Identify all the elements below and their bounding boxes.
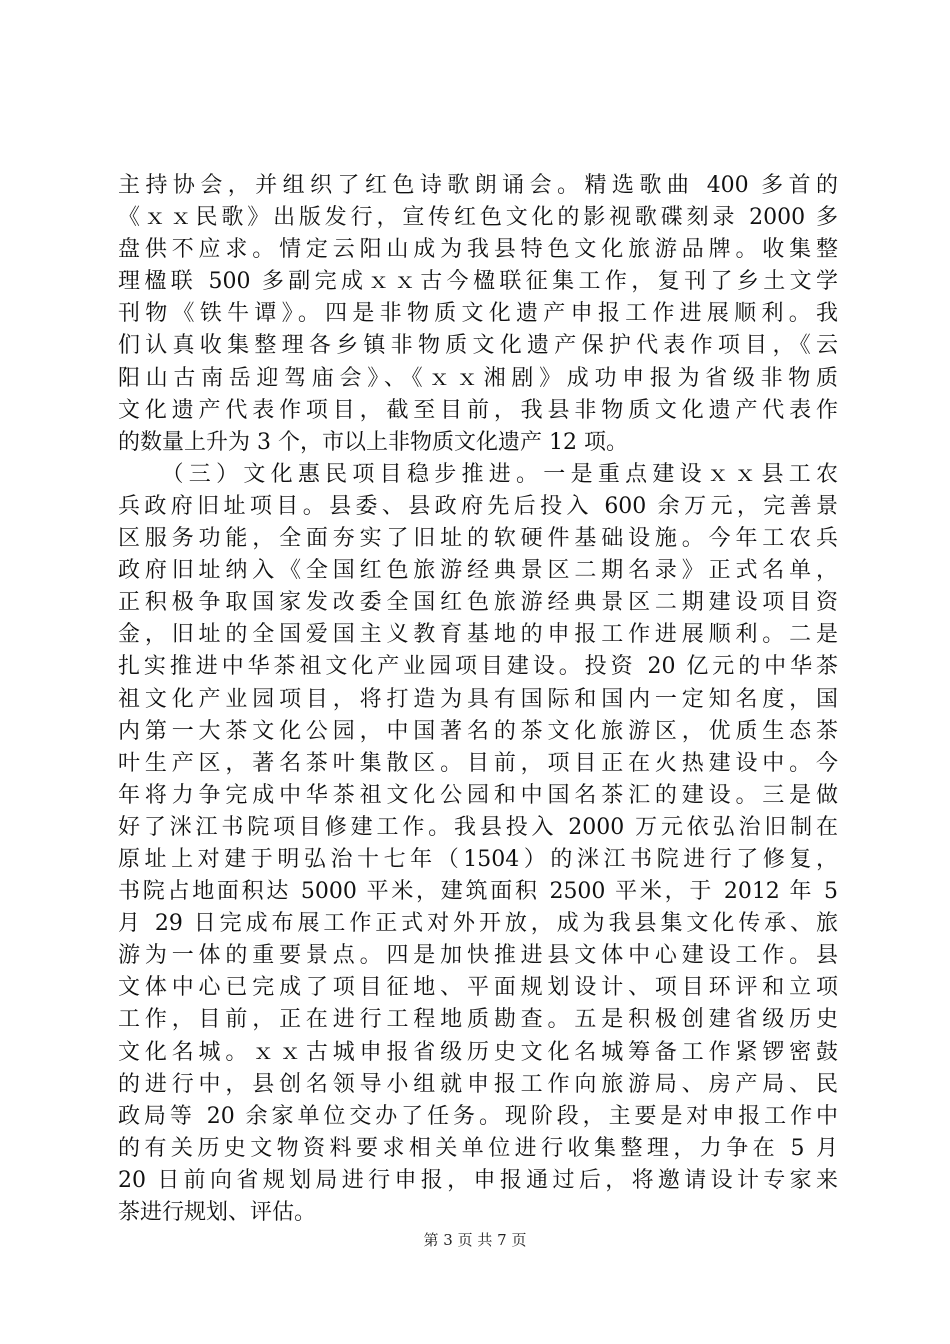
text-line: 理楹联 500 多副完成ｘｘ古今楹联征集工作，复刊了乡土文学 xyxy=(118,269,838,295)
text-line: 盘供不应求。情定云阳山成为我县特色文化旅游品牌。收集整 xyxy=(118,237,838,263)
text-line: 祖文化产业园项目，将打造为具有国际和国内一定知名度，国 xyxy=(118,686,838,712)
text-line: 年将力争完成中华茶祖文化公园和中国名茶汇的建设。三是做 xyxy=(118,782,838,808)
text-line: 叶生产区，著名茶叶集散区。目前，项目正在火热建设中。今 xyxy=(118,750,838,776)
text-line: 文体中心已完成了项目征地、平面规划设计、项目环评和立项 xyxy=(118,975,838,1001)
text-line: 文化名城。ｘｘ古城申报省级历史文化名城筹备工作紧锣密鼓 xyxy=(118,1039,838,1065)
text-line: 茶进行规划、评估。 xyxy=(118,1200,317,1225)
text-line: 内第一大茶文化公园，中国著名的茶文化旅游区，优质生态茶 xyxy=(118,718,838,744)
text-line: 月 29 日完成布展工作正式对外开放，成为我县集文化传承、旅 xyxy=(118,911,838,937)
text-line: （三）文化惠民项目稳步推进。一是重点建设ｘｘ县工农 xyxy=(118,461,838,487)
text-line: 好了洣江书院项目修建工作。我县投入 2000 万元依弘治旧制在 xyxy=(118,814,838,840)
text-line: 刊物《铁牛谭》。四是非物质文化遗产申报工作进展顺利。我 xyxy=(118,301,838,327)
document-body xyxy=(118,170,838,1229)
text-line: 的数量上升为 3 个，市以上非物质文化遗产 12 项。 xyxy=(118,429,628,455)
text-line: 游为一体的重要景点。四是加快推进县文体中心建设工作。县 xyxy=(118,943,838,969)
text-line: 书院占地面积达 5000 平米，建筑面积 2500 平米，于 2012 年 5 xyxy=(118,879,838,905)
text-line: 工作，目前，正在进行工程地质勘查。五是积极创建省级历史 xyxy=(118,1007,838,1033)
page-footer: 第 3 页 共 7 页 xyxy=(423,1231,527,1249)
text-line: 正积极争取国家发改委全国红色旅游经典景区二期建设项目资 xyxy=(118,590,838,616)
text-line: 主持协会，并组织了红色诗歌朗诵会。精选歌曲 400 多首的 xyxy=(118,173,838,198)
text-line: 《ｘｘ民歌》出版发行，宣传红色文化的影视歌碟刻录 2000 多 xyxy=(118,205,838,231)
text-line: 兵政府旧址项目。县委、县政府先后投入 600 余万元，完善景 xyxy=(118,493,838,519)
text-line: 原址上对建于明弘治十七年（1504）的洣江书院进行了修复， xyxy=(118,846,838,872)
text-line: 20 日前向省规划局进行申报，申报通过后，将邀请设计专家来 xyxy=(118,1167,838,1193)
text-line: 扎实推进中华茶祖文化产业园项目建设。投资 20 亿元的中华茶 xyxy=(118,654,838,680)
text-line: 政府旧址纳入《全国红色旅游经典景区二期名录》正式名单， xyxy=(118,558,838,584)
text-line: 金，旧址的全国爱国主义教育基地的申报工作进展顺利。二是 xyxy=(118,622,838,648)
text-line: 的有关历史文物资料要求相关单位进行收集整理，力争在 5 月 xyxy=(118,1135,838,1161)
text-line: 阳山古南岳迎驾庙会》、《ｘｘ湘剧》成功申报为省级非物质 xyxy=(118,365,838,391)
text-line: 们认真收集整理各乡镇非物质文化遗产保护代表作项目，《云 xyxy=(118,333,838,359)
text-line: 文化遗产代表作项目，截至目前，我县非物质文化遗产代表作 xyxy=(118,397,838,423)
text-line: 政局等 20 余家单位交办了任务。现阶段，主要是对申报工作中 xyxy=(118,1103,838,1129)
text-line: 区服务功能，全面夯实了旧址的软硬件基础设施。今年工农兵 xyxy=(118,526,838,552)
text-line: 的进行中，县创名领导小组就申报工作向旅游局、房产局、民 xyxy=(118,1071,838,1097)
